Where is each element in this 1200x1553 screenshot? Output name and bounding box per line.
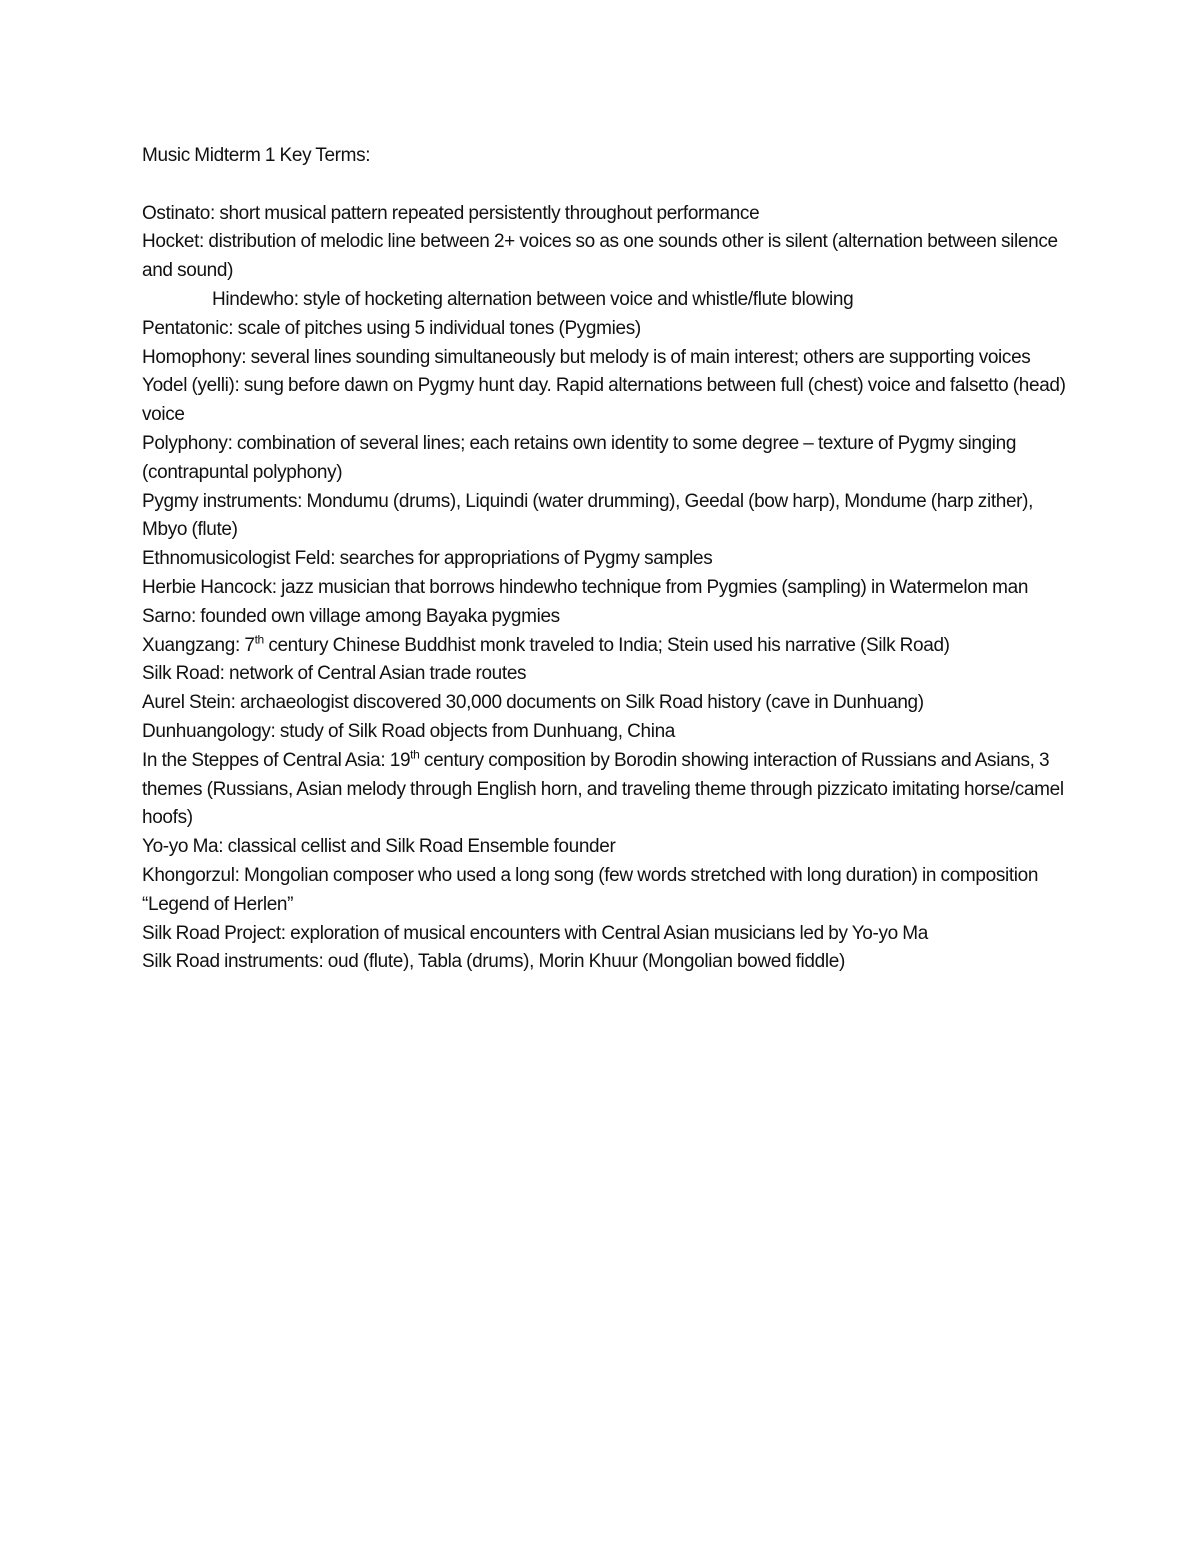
key-term-entry: Herbie Hancock: jazz musician that borrows hindewho technique from Pygmies (sampling) in Watermelon man (142, 576, 1029, 598)
entry-text: In the Steppes of Central Asia: 19 (142, 749, 411, 771)
key-term-entry: Aurel Stein: archaeologist discovered 30,000 documents on Silk Road history (cave in Dunhuang) (142, 692, 924, 714)
ordinal-superscript: th (410, 747, 420, 762)
key-term-entry: Polyphony: combination of several lines; each retains own identity to some degree – texture of Pygmy singing (contrapuntal polyphony) (142, 432, 1017, 483)
key-term-entry: Pentatonic: scale of pitches using 5 individual tones (Pygmies) (142, 317, 641, 339)
document-title: Music Midterm 1 Key Terms: (142, 145, 371, 166)
key-term-entry: Yo-yo Ma: classical cellist and Silk Road Ensemble founder (142, 836, 616, 858)
key-term-entry: Silk Road instruments: oud (flute), Tabla (drums), Morin Khuur (Mongolian bowed fiddle) (142, 951, 845, 973)
key-term-entry (142, 747, 1077, 833)
ordinal-superscript: th (254, 632, 264, 647)
document-body (142, 142, 1077, 977)
key-term-entry: Ethnomusicologist Feld: searches for appropriations of Pygmy samples (142, 548, 713, 570)
key-term-entry: Ostinato: short musical pattern repeated persistently throughout performance (142, 202, 760, 224)
key-term-entry: Hocket: distribution of melodic line between 2+ voices so as one sounds other is silent (alternation between silence and sound) (142, 231, 1058, 282)
key-term-entry: Homophony: several lines sounding simultaneously but melody is of main interest; others are supporting voices (142, 346, 1031, 368)
key-term-entry: Silk Road Project: exploration of musical encounters with Central Asian musicians led by Yo-yo Ma (142, 922, 928, 944)
key-term-entry: Khongorzul: Mongolian composer who used a long song (few words stretched with long duration) in composition “Legend of Herlen” (142, 864, 1039, 915)
key-term-entry: Dunhuangology: study of Silk Road objects from Dunhuang, China (142, 720, 676, 742)
entry-text: century composition by Borodin showing interaction of Russians and Asians, 3 themes (Russians, Asian melody through English horn, and traveling theme through pizzicato imitating horse/camel hoofs) (142, 749, 1064, 829)
key-term-entry: Silk Road: network of Central Asian trade routes (142, 663, 527, 685)
key-term-entry: Sarno: founded own village among Bayaka pygmies (142, 605, 560, 627)
key-term-entry: Pygmy instruments: Mondumu (drums), Liquindi (water drumming), Geedal (bow harp), Mondume (harp zither), Mbyo (flute) (142, 490, 1034, 541)
key-term-entry: Hindewho: style of hocketing alternation between voice and whistle/flute blowing (212, 288, 854, 310)
key-terms-list (142, 200, 1077, 978)
key-term-entry (142, 632, 1077, 661)
key-term-entry: Yodel (yelli): sung before dawn on Pygmy hunt day. Rapid alternations between full (chest) voice and falsetto (head) voice (142, 375, 1066, 426)
entry-text: century Chinese Buddhist monk traveled to India; Stein used his narrative (Silk Road) (263, 634, 950, 656)
entry-text: Xuangzang: 7 (142, 634, 255, 656)
